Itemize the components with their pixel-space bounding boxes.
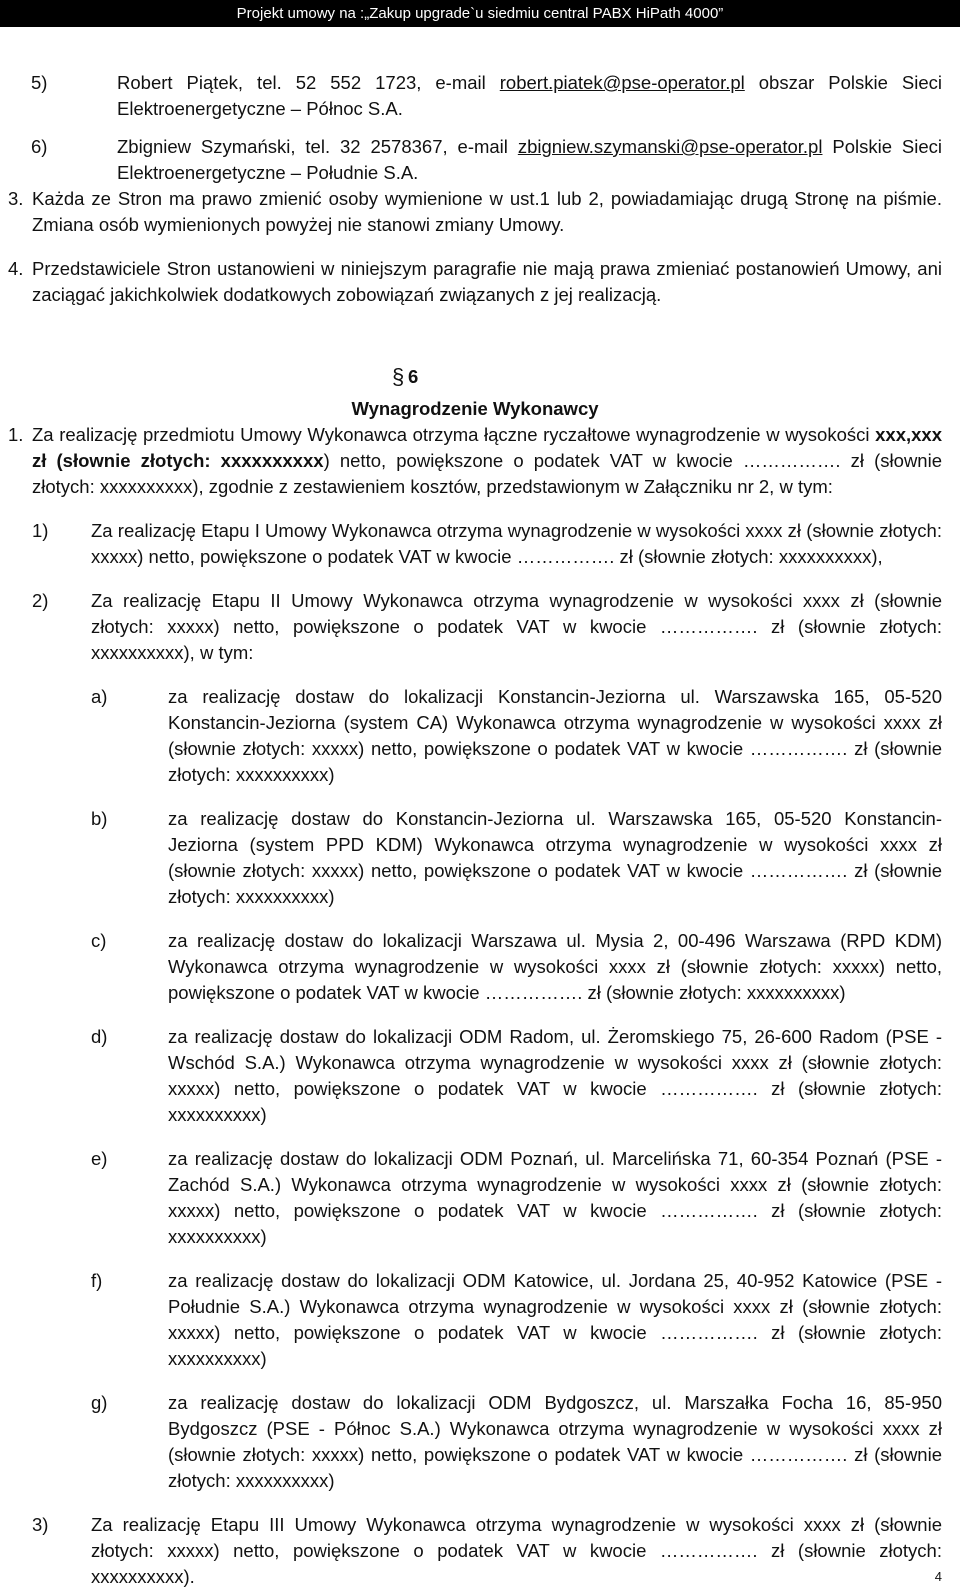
contact-text: Robert Piątek, tel. 52 552 1723, e-mail robert.piatek@pse-operator.pl obszar Polskie Sieci Elektroenergetyczne – Północ S.A.	[117, 72, 942, 119]
contact-item	[31, 70, 942, 122]
email-link[interactable]: robert.piatek@pse-operator.pl	[499, 72, 745, 93]
paragraph-text: Za realizację przedmiotu Umowy Wykonawca otrzyma łączne ryczałtowe wynagrodzenie w wysokości xxx,xxx zł (słownie złotych: xxxxxxxxxx) netto, powiększone o podatek VAT w kwocie ……………. zł (słownie złotych: xxxxxxxxxx), zgodnie z zestawieniem kosztów, przedstawionym w Załączniku nr 2, w tym:	[32, 424, 942, 497]
location-text: za realizację dostaw do lokalizacji ODM Poznań, ul. Marcelińska 71, 60-354 Poznań (PSE - Zachód S.A.) Wykonawca otrzyma wynagrodzenie w wysokości xxxx zł (słownie złotych: xxxxx) netto, powiększone o podatek VAT w kwocie ……………. zł (słownie złotych: xxxxxxxxxx)	[168, 1148, 942, 1247]
paragraph-number: 3.	[8, 188, 24, 209]
document-header	[0, 0, 960, 27]
page-number: 4	[934, 1569, 942, 1584]
location-text: za realizację dostaw do lokalizacji ODM Katowice, ul. Jordana 25, 40-952 Katowice (PSE - Południe S.A.) Wykonawca otrzyma wynagrodzenie w wysokości xxxx zł (słownie złotych: xxxxx) netto, powiększone o podatek VAT w kwocie ……………. zł (słownie złotych: xxxxxxxxxx)	[168, 1270, 942, 1369]
email-link[interactable]: zbigniew.szymanski@pse-operator.pl	[517, 136, 823, 157]
stage-item	[32, 1512, 942, 1590]
stage-text: Za realizację Etapu I Umowy Wykonawca otrzyma wynagrodzenie w wysokości xxxx zł (słownie złotych: xxxxx) netto, powiększone o podatek VAT w kwocie ……………. zł (słownie złotych: xxxxxxxxxx),	[91, 520, 942, 567]
location-item	[91, 806, 942, 910]
paragraph-text: Każda ze Stron ma prawo zmienić osoby wymienione w ust.1 lub 2, powiadamiając drugą Stronę na piśmie. Zmiana osób wymienionych powyżej nie stanowi zmiany Umowy.	[32, 188, 942, 235]
location-text: za realizację dostaw do lokalizacji ODM Bydgoszcz, ul. Marszałka Focha 16, 85-950 Bydgoszcz (PSE - Północ S.A.) Wykonawca otrzyma wynagrodzenie w wysokości xxxx zł (słownie złotych: xxxxx) netto, powiększone o podatek VAT w kwocie ……………. zł (słownie złotych: xxxxxxxxxx)	[168, 1392, 942, 1491]
contact-item	[31, 134, 943, 186]
location-item	[91, 1024, 942, 1128]
location-text: za realizację dostaw do lokalizacji ODM Radom, ul. Żeromskiego 75, 26-600 Radom (PSE - Wschód S.A.) Wykonawca otrzyma wynagrodzenie w wysokości xxxx zł (słownie złotych: xxxxx) netto, powiększone o podatek VAT w kwocie ……………. zł (słownie złotych: xxxxxxxxxx)	[168, 1026, 942, 1125]
list-letter: a)	[91, 686, 108, 707]
section-symbol: §	[392, 364, 405, 389]
document-header-title: Projekt umowy na :„Zakup upgrade`u siedmiu central PABX HiPath 4000”	[236, 5, 724, 22]
paragraph-number: 4.	[8, 258, 24, 279]
contact-text: Zbigniew Szymański, tel. 32 2578367, e-mail zbigniew.szymanski@pse-operator.pl Polskie Sieci Elektroenergetyczne – Południe S.A.	[117, 136, 943, 183]
list-letter: f)	[91, 1270, 103, 1291]
list-letter: c)	[91, 930, 107, 951]
location-text: za realizację dostaw do lokalizacji Konstancin-Jeziorna ul. Warszawska 165, 05-520 Konstancin-Jeziorna (system CA) Wykonawca otrzyma wynagrodzenie w wysokości xxxx zł (słownie złotych: xxxxx) netto, powiększone o podatek VAT w kwocie ……………. zł (słownie złotych: xxxxxxxxxx)	[168, 686, 942, 785]
section-number-value: 6	[408, 366, 419, 387]
list-number: 2)	[32, 590, 49, 611]
paragraph	[8, 186, 942, 238]
list-number: 6)	[31, 136, 48, 157]
list-letter: e)	[91, 1148, 108, 1169]
stage-text: Za realizację Etapu III Umowy Wykonawca otrzyma wynagrodzenie w wysokości xxxx zł (słownie złotych: xxxxx) netto, powiększone o podatek VAT w kwocie ……………. zł (słownie złotych: xxxxxxxxxx).	[91, 1514, 942, 1587]
location-item	[91, 684, 942, 788]
list-letter: b)	[91, 808, 108, 829]
location-text: za realizację dostaw do Konstancin-Jeziorna ul. Warszawska 165, 05-520 Konstancin-Jeziorna (system PPD KDM) Wykonawca otrzyma wynagrodzenie w wysokości xxxx zł (słownie złotych: xxxxx) netto, powiększone o podatek VAT w kwocie ……………. zł (słownie złotych: xxxxxxxxxx)	[168, 808, 942, 907]
paragraph	[8, 256, 942, 308]
list-letter: d)	[91, 1026, 108, 1047]
section-title: Wynagrodzenie Wykonawcy	[351, 398, 599, 419]
location-item	[91, 1268, 942, 1372]
paragraph-text: Przedstawiciele Stron ustanowieni w niniejszym paragrafie nie mają prawa zmieniać postanowień Umowy, ani zaciągać jakichkolwiek dodatkowych zobowiązań związanych z jej realizacją.	[32, 258, 942, 305]
stage-item	[32, 588, 942, 666]
location-item	[91, 1390, 942, 1494]
location-item	[91, 1146, 942, 1250]
list-number: 5)	[31, 72, 48, 93]
stage-text: Za realizację Etapu II Umowy Wykonawca otrzyma wynagrodzenie w wysokości xxxx zł (słownie złotych: xxxxx) netto, powiększone o podatek VAT w kwocie ……………. zł (słownie złotych: xxxxxxxxxx), w tym:	[91, 590, 942, 663]
paragraph-number: 1.	[8, 424, 24, 445]
stage-item	[32, 518, 942, 570]
list-number: 3)	[32, 1514, 49, 1535]
list-letter: g)	[91, 1392, 108, 1413]
document-body	[8, 70, 943, 1590]
list-number: 1)	[32, 520, 49, 541]
location-item	[91, 928, 942, 1006]
location-text: za realizację dostaw do lokalizacji Warszawa ul. Mysia 2, 00-496 Warszawa (RPD KDM) Wykonawca otrzyma wynagrodzenie w wysokości xxxx zł (słownie złotych: xxxxx) netto, powiększone o podatek VAT w kwocie ……………. zł (słownie złotych: xxxxxxxxxx)	[168, 930, 942, 1003]
paragraph	[8, 422, 942, 500]
section-number	[8, 364, 942, 392]
